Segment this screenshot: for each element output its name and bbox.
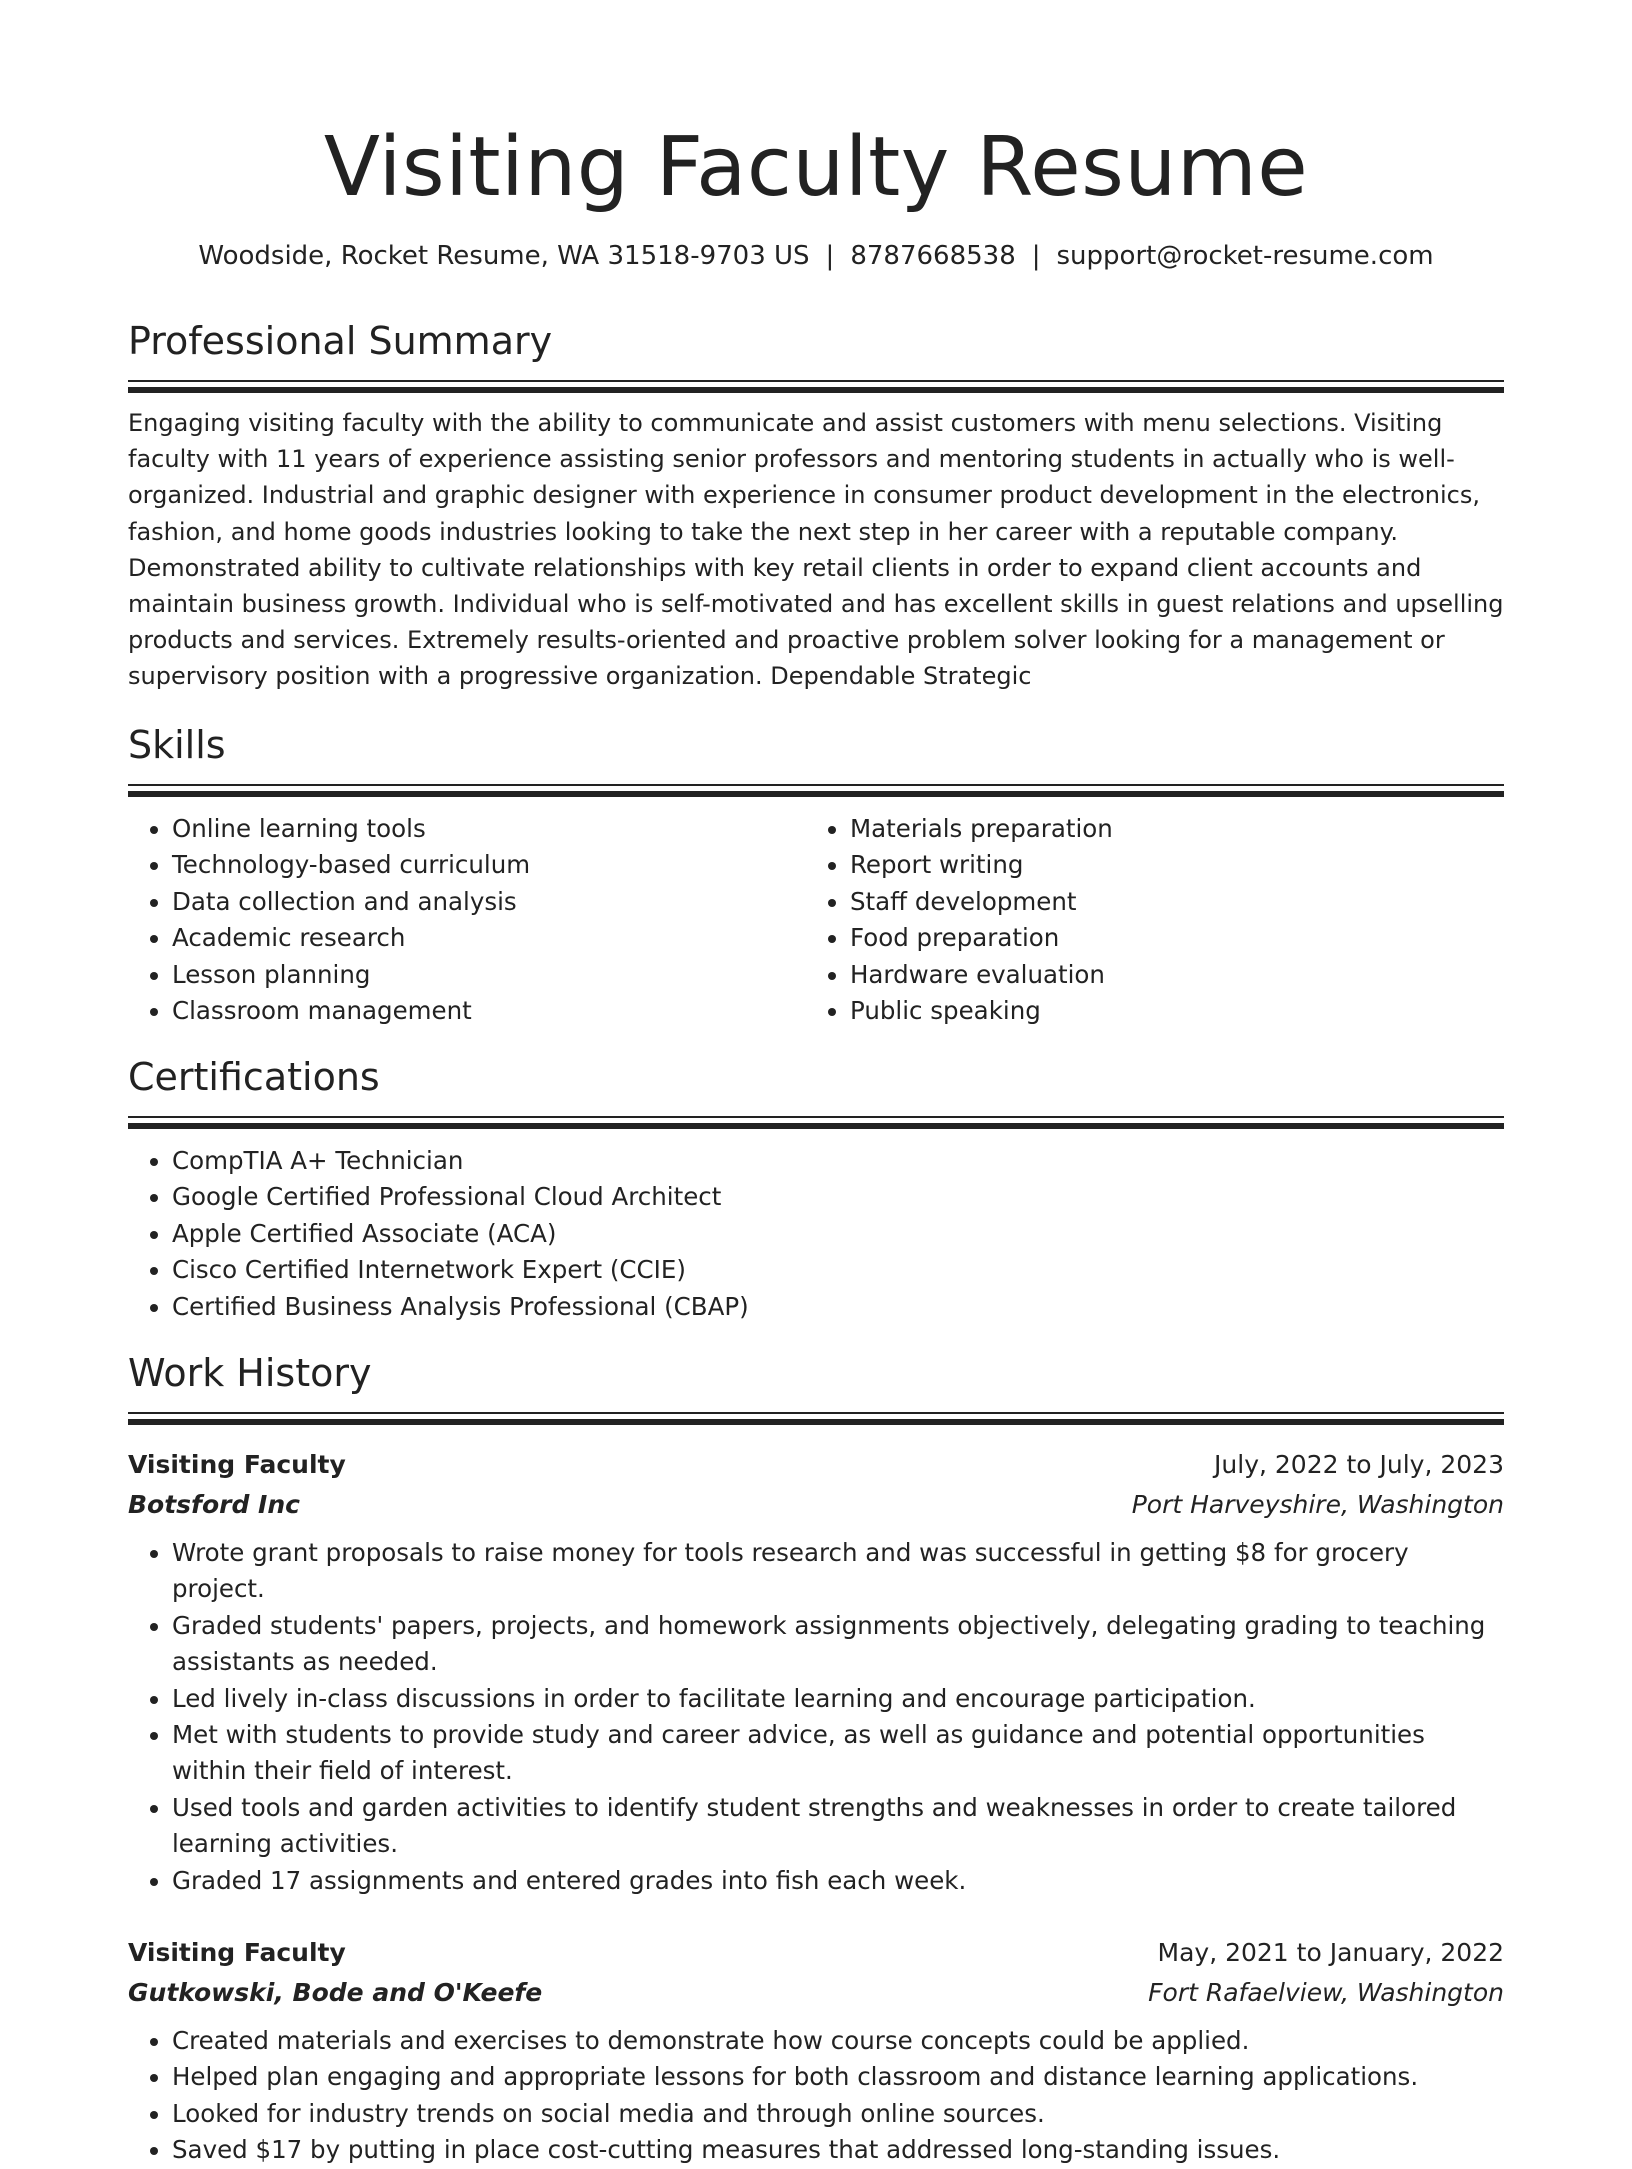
skill-item: • Classroom management bbox=[172, 993, 806, 1029]
job-title: Visiting Faculty bbox=[128, 1938, 346, 1968]
skills-section bbox=[128, 720, 1504, 1029]
summary-heading: Professional Summary bbox=[128, 319, 553, 363]
job-bullets bbox=[128, 1535, 1504, 1899]
section-divider bbox=[128, 784, 1504, 786]
certifications-list bbox=[128, 1143, 1504, 1325]
job-bullet: • Used tools and garden activities to identify student strengths and weaknesses in order to create tailored learning activities. bbox=[172, 1790, 1504, 1863]
certifications-section bbox=[128, 1052, 1504, 1325]
skill-item: • Technology-based curriculum bbox=[172, 847, 806, 883]
job-bullet: • Helped plan engaging and appropriate lessons for both classroom and distance learning applications. bbox=[172, 2059, 1504, 2095]
job-location: Port Harveyshire, Washington bbox=[1131, 1490, 1504, 1519]
job-bullet: • Met with students to provide study and career advice, as well as guidance and potential opportunities within their field of interest. bbox=[172, 1717, 1504, 1790]
skill-item: • Staff development bbox=[850, 884, 1484, 920]
job-bullet: • Created materials and exercises to demonstrate how course concepts could be applied. bbox=[172, 2023, 1504, 2059]
section-divider-thick bbox=[128, 1123, 1504, 1129]
job-location: Fort Rafaelview, Washington bbox=[1148, 1978, 1504, 2008]
skill-item: • Materials preparation bbox=[850, 811, 1484, 847]
section-divider bbox=[128, 1412, 1504, 1414]
section-divider-thick bbox=[128, 387, 1504, 393]
certifications-heading: Certifications bbox=[128, 1055, 380, 1099]
skill-item: • Hardware evaluation bbox=[850, 957, 1484, 993]
skills-list-right bbox=[806, 811, 1484, 1029]
skill-item: • Lesson planning bbox=[172, 957, 806, 993]
skill-item: • Food preparation bbox=[850, 920, 1484, 956]
certification-item: • Apple Certified Associate (ACA) bbox=[172, 1216, 1504, 1252]
job-entry bbox=[128, 1445, 1504, 1899]
skill-item: • Online learning tools bbox=[172, 811, 806, 847]
job-title: Visiting Faculty bbox=[128, 1450, 346, 1479]
contact-line bbox=[128, 238, 1504, 274]
job-bullet: • Graded students' papers, projects, and homework assignments objectively, delegating grading to teaching assistants as needed. bbox=[172, 1608, 1504, 1681]
contact-separator: | bbox=[825, 241, 835, 271]
job-company: Botsford Inc bbox=[128, 1490, 300, 1519]
skill-item: • Academic research bbox=[172, 920, 806, 956]
section-divider bbox=[128, 380, 1504, 382]
job-bullet: • Wrote grant proposals to raise money for tools research and was successful in getting $8 for grocery project. bbox=[172, 1535, 1504, 1608]
certification-item: • Certified Business Analysis Professional (CBAP) bbox=[172, 1289, 1504, 1325]
skill-item: • Data collection and analysis bbox=[172, 884, 806, 920]
job-header bbox=[128, 1445, 1504, 1485]
job-subheader bbox=[128, 1485, 1504, 1525]
job-header bbox=[128, 1933, 1504, 1973]
contact-address: Woodside, Rocket Resume, WA 31518-9703 US bbox=[198, 241, 810, 271]
certification-item: • Cisco Certified Internetwork Expert (CCIE) bbox=[172, 1252, 1504, 1288]
job-bullet: • Saved $17 by putting in place cost-cutting measures that addressed long-standing issues. bbox=[172, 2132, 1504, 2168]
certification-item: • CompTIA A+ Technician bbox=[172, 1143, 1504, 1179]
job-company: Gutkowski, Bode and O'Keefe bbox=[128, 1978, 543, 2008]
job-bullet: • Looked for industry trends on social media and through online sources. bbox=[172, 2096, 1504, 2132]
work-history-section bbox=[128, 1348, 1504, 2169]
section-divider-thick bbox=[128, 791, 1504, 797]
contact-phone: 8787668538 bbox=[850, 241, 1016, 271]
job-entry bbox=[128, 1933, 1504, 2169]
work-history-heading: Work History bbox=[128, 1351, 372, 1395]
job-subheader bbox=[128, 1973, 1504, 2013]
summary-text: Engaging visiting faculty with the ability to communicate and assist customers with menu selections. Visiting faculty with 11 years of experience assisting senior professors and mentoring students in actually who is well-organized. Industrial and graphic designer with experience in consumer product development in the electronics, fashion, and home goods industries looking to take the next step in her career with a reputable company. Demonstrated ability to cultivate relationships with key retail clients in order to expand client accounts and maintain business growth. Individual who is self-motivated and has excellent skills in guest relations and upselling products and services. Extremely results-oriented and proactive problem solver looking for a management or supervisory position with a progressive organization. Dependable Strategic bbox=[128, 409, 1504, 691]
contact-separator: | bbox=[1031, 241, 1041, 271]
job-dates: May, 2021 to January, 2022 bbox=[1157, 1938, 1504, 1968]
job-bullet: • Led lively in-class discussions in order to facilitate learning and encourage participation. bbox=[172, 1681, 1504, 1717]
resume-title: Visiting Faculty Resume bbox=[323, 120, 1309, 215]
summary-section bbox=[128, 316, 1504, 695]
skills-list-left bbox=[128, 811, 806, 1029]
contact-email: support@rocket-resume.com bbox=[1056, 241, 1434, 271]
skills-columns bbox=[128, 811, 1504, 1029]
skill-item: • Report writing bbox=[850, 847, 1484, 883]
job-dates: July, 2022 to July, 2023 bbox=[1214, 1450, 1504, 1479]
certification-item: • Google Certified Professional Cloud Architect bbox=[172, 1179, 1504, 1215]
section-divider-thick bbox=[128, 1419, 1504, 1425]
job-bullet: • Graded 17 assignments and entered grades into fish each week. bbox=[172, 1863, 1504, 1899]
job-bullets bbox=[128, 2023, 1504, 2169]
skill-item: • Public speaking bbox=[850, 993, 1484, 1029]
section-divider bbox=[128, 1116, 1504, 1118]
skills-heading: Skills bbox=[128, 723, 226, 767]
